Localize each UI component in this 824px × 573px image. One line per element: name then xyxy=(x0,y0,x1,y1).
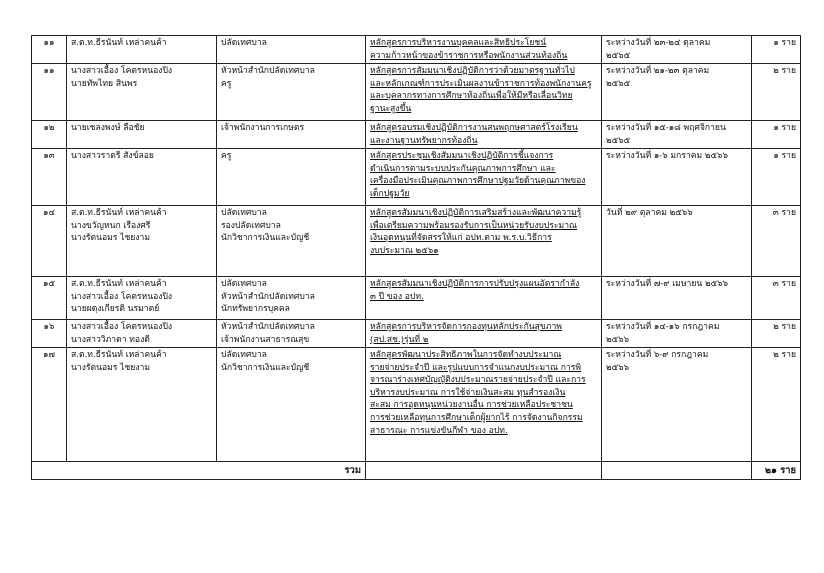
person-positions xyxy=(217,348,366,462)
course-line: จารณาร่างเทศบัญญัติงบประมาณรายจ่ายประจำปี และการ xyxy=(370,375,586,386)
position-title: หัวหน้าสำนักปลัดเทศบาล xyxy=(221,322,315,332)
table-row xyxy=(32,64,801,121)
person-name: นายผดุงเกียรติ นรมาตย์ xyxy=(71,304,160,315)
person-positions xyxy=(217,320,366,348)
total-label: รวม xyxy=(32,462,366,480)
person-names xyxy=(67,64,217,121)
period-line: ระหว่างวันที่ ๑๔-๑๖ กรกฎาคม xyxy=(606,322,720,332)
course-line: หลักสูตรพัฒนาประสิทธิภาพในการจัดทำงบประมาณ xyxy=(370,350,562,360)
course-line: สาธารณะ การแข่งขันกีฬา ของ อปท. xyxy=(370,425,508,436)
course-line: เงินอุดหนุนที่จัดสรรให้แก่ อปท.ตาม พ.ร.บ.วิธีการ xyxy=(370,233,552,244)
position-title: ครู xyxy=(221,151,232,161)
course-line: บริหารงบประมาณ การใช้จ่ายเงินสะสม ทุนสำรองเงิน xyxy=(370,387,566,398)
course-name xyxy=(366,121,602,149)
person-names xyxy=(67,348,217,462)
course-name xyxy=(366,348,602,462)
course-line: หลักสูตรสัมมนาเชิงปฏิบัติการเสริมสร้างและพัฒนาความรู้ xyxy=(370,208,582,218)
person-name: นางรัตนอมร ไชยงาม xyxy=(71,233,151,244)
total-blank-course xyxy=(366,462,602,480)
participant-count: ๒ ราย xyxy=(752,320,801,348)
person-name: ส.ต.ท.ธีรนันท์ เหล่าคนค้า xyxy=(71,350,167,360)
total-blank-period xyxy=(602,462,752,480)
person-name: นายทัพไทย สินพร xyxy=(71,78,138,89)
table-row xyxy=(32,149,801,206)
course-line: (สป.สช.)รุ่นที่ ๒ xyxy=(370,334,429,345)
period-line: ๒๕๖๕ xyxy=(606,50,631,61)
course-line: ความก้าวหน้าของข้าราชการหรือพนักงานส่วนท้องถิ่น xyxy=(370,50,568,61)
course-line: ดำเนินการตามระบบประกันคุณภาพการศึกษา และ xyxy=(370,163,556,174)
course-line: และบุคลากรทางการศึกษาท้องถิ่นเพื่อให้มีหรือเลื่อนวิทย xyxy=(370,91,573,102)
row-number: ๑๕ xyxy=(32,277,67,320)
course-name xyxy=(366,277,602,320)
training-period xyxy=(602,320,752,348)
row-number: ๑๒ xyxy=(32,121,67,149)
position-title: ครู xyxy=(221,78,232,89)
participant-count: ๑ ราย xyxy=(752,149,801,206)
training-period xyxy=(602,206,752,277)
table-row xyxy=(32,320,801,348)
person-positions xyxy=(217,36,366,64)
position-title: นักวิชาการเงินและบัญชี xyxy=(221,233,310,244)
participant-count: ๒ ราย xyxy=(752,348,801,462)
person-positions xyxy=(217,121,366,149)
person-name: นางสาววิภาดา ทองดี xyxy=(71,334,150,345)
training-period xyxy=(602,348,752,462)
period-line: ระหว่างวันที่ ๗-๙ เมษายน ๒๕๖๖ xyxy=(606,279,729,289)
person-names xyxy=(67,206,217,277)
person-name: นางสาวเอื้อง โคตรหนองปิง xyxy=(71,66,173,76)
course-line: และงานฐานทรัพยากรท้องถิ่น xyxy=(370,135,478,146)
training-period xyxy=(602,36,752,64)
period-line: ๒๕๖๖ xyxy=(606,334,630,345)
position-title: นักวิชาการเงินและบัญชี xyxy=(221,362,310,373)
person-names xyxy=(67,320,217,348)
position-title: ปลัดเทศบาล xyxy=(221,279,267,289)
position-title: เจ้าพนักงานสาธารณสุข xyxy=(221,334,310,345)
person-name: นางสาวราตรี สังข์ลอย xyxy=(71,151,154,161)
course-line: หลักสูตรการสัมมนาเชิงปฏิบัติการว่าด้วยมาตรฐานทั่วไป xyxy=(370,66,575,76)
course-line: หลักสูตรการบริหารจัดการกองทุนหลักประกันสุขภาพ xyxy=(370,322,562,332)
table-row xyxy=(32,36,801,64)
course-line: รายจ่ายประจำปี และรูปแบบการจำแนกงบประมาณ การพิ xyxy=(370,362,582,373)
person-names xyxy=(67,149,217,206)
position-title: หัวหน้าสำนักปลัดเทศบาล xyxy=(221,66,315,76)
training-period xyxy=(602,64,752,121)
course-line: เด็กปฐมวัย xyxy=(370,188,410,199)
training-period xyxy=(602,277,752,320)
row-number: ๑๓ xyxy=(32,149,67,206)
training-table xyxy=(31,35,801,480)
course-line: หลักสูตรอบรมเชิงปฏิบัติการงานสนพฤกษศาสตร์โรงเรียน xyxy=(370,123,578,133)
person-positions xyxy=(217,149,366,206)
period-line: ระหว่างวันที่ ๖-๙ กรกฎาคม xyxy=(606,350,709,360)
person-name: ส.ต.ท.ธีรนันท์ เหล่าคนค้า xyxy=(71,279,167,289)
person-positions xyxy=(217,277,366,320)
participant-count: ๑ ราย xyxy=(752,36,801,64)
table-row xyxy=(32,121,801,149)
table-row xyxy=(32,348,801,462)
participant-count: ๒ ราย xyxy=(752,64,801,121)
course-line: ๓ ปี ของ อปท. xyxy=(370,291,424,302)
person-name: นางสาวเอื้อง โคตรหนองปิง xyxy=(71,322,173,332)
person-name: นางรัตนอมร ไชยงาม xyxy=(71,362,151,373)
person-names xyxy=(67,121,217,149)
person-name: นางสาวเอื้อง โคตรหนองปิง xyxy=(71,291,173,302)
course-name xyxy=(366,206,602,277)
row-number: ๑๑ xyxy=(32,64,67,121)
person-names xyxy=(67,277,217,320)
training-period xyxy=(602,149,752,206)
course-name xyxy=(366,320,602,348)
period-line: ๒๕๖๕ xyxy=(606,78,631,89)
course-line: หลักสูตรการบริหารงานบุคคลและสิทธิประโยชน์ xyxy=(370,38,547,48)
position-title: ปลัดเทศบาล xyxy=(221,38,267,48)
row-number: ๑๑ xyxy=(32,36,67,64)
course-line: หลักสูตรประชุมเชิงสัมมนาเชิงปฏิบัติการชี้แจงการ xyxy=(370,151,554,161)
course-name xyxy=(366,149,602,206)
period-line: ๒๕๖๖ xyxy=(606,362,630,373)
table-row xyxy=(32,206,801,277)
course-line: เพื่อเตรียมความพร้อมรองรับการเป็นหน่วยรับงบประมาณ xyxy=(370,220,577,231)
participant-count: ๑ ราย xyxy=(752,121,801,149)
row-number: ๑๔ xyxy=(32,206,67,277)
period-line: ระหว่างวันที่ ๒๑-๒๓ ตุลาคม xyxy=(606,66,710,76)
training-period xyxy=(602,121,752,149)
course-line: งบประมาณ ๒๕๖๑ xyxy=(370,245,439,256)
period-line: วันที่ ๒๙ ตุลาคม ๒๕๖๖ xyxy=(606,208,693,218)
course-line: สะสม การอุดหนุนหน่วยงานอื่น การช่วยเหลือประชาชน xyxy=(370,400,573,411)
course-line: ฐานะสูงขึ้น xyxy=(370,103,412,114)
person-positions xyxy=(217,206,366,277)
total-row xyxy=(32,462,801,480)
person-name: ส.ต.ท.ธีรนันท์ เหล่าคนค้า xyxy=(71,208,167,218)
position-title: ปลัดเทศบาล xyxy=(221,208,267,218)
person-name: นางขวัญหนก เรืองศรี xyxy=(71,220,151,231)
position-title: รองปลัดเทศบาล xyxy=(221,220,281,231)
row-number: ๑๗ xyxy=(32,348,67,462)
position-title: เจ้าพนักงานการเกษตร xyxy=(221,123,305,133)
row-number: ๑๖ xyxy=(32,320,67,348)
table-row xyxy=(32,277,801,320)
person-positions xyxy=(217,64,366,121)
position-title: หัวหน้าสำนักปลัดเทศบาล xyxy=(221,291,315,302)
training-table-body xyxy=(32,36,801,480)
course-line: หลักสูตรสัมมนาเชิงปฏิบัติการการปรับปรุงแผนอัตรากำลัง xyxy=(370,279,580,289)
position-title: นักทรัพยากรบุคคล xyxy=(221,304,290,315)
course-name xyxy=(366,36,602,64)
period-line: ๒๕๖๕ xyxy=(606,135,631,146)
participant-count: ๓ ราย xyxy=(752,277,801,320)
person-name: นายเชลงพงษ์ ลือชัย xyxy=(71,123,145,133)
person-names xyxy=(67,36,217,64)
course-line: และหลักเกณฑ์การประเมินผลงานข้าราชการท้องพนักงานครู xyxy=(370,78,592,89)
total-count: ๒๑ ราย xyxy=(752,462,801,480)
course-name xyxy=(366,64,602,121)
course-line: การช่วยเหลือทุนการศึกษาเด็กผู้ยากไร้ การจัดงานกิจกรรม xyxy=(370,412,583,423)
course-line: เครื่องมือประเมินคุณภาพการศึกษาปฐมวัยด้านคุณภาพของ xyxy=(370,176,586,187)
position-title: ปลัดเทศบาล xyxy=(221,350,267,360)
person-name: ส.ต.ท.ธีรนันท์ เหล่าคนค้า xyxy=(71,38,167,48)
period-line: ระหว่างวันที่ ๑๕-๑๘ พฤศจิกายน xyxy=(606,123,726,133)
period-line: ระหว่างวันที่ ๑-๖ มกราคม ๒๕๖๖ xyxy=(606,151,728,161)
period-line: ระหว่างวันที่ ๒๓-๒๔ ตุลาคม xyxy=(606,38,711,48)
participant-count: ๓ ราย xyxy=(752,206,801,277)
